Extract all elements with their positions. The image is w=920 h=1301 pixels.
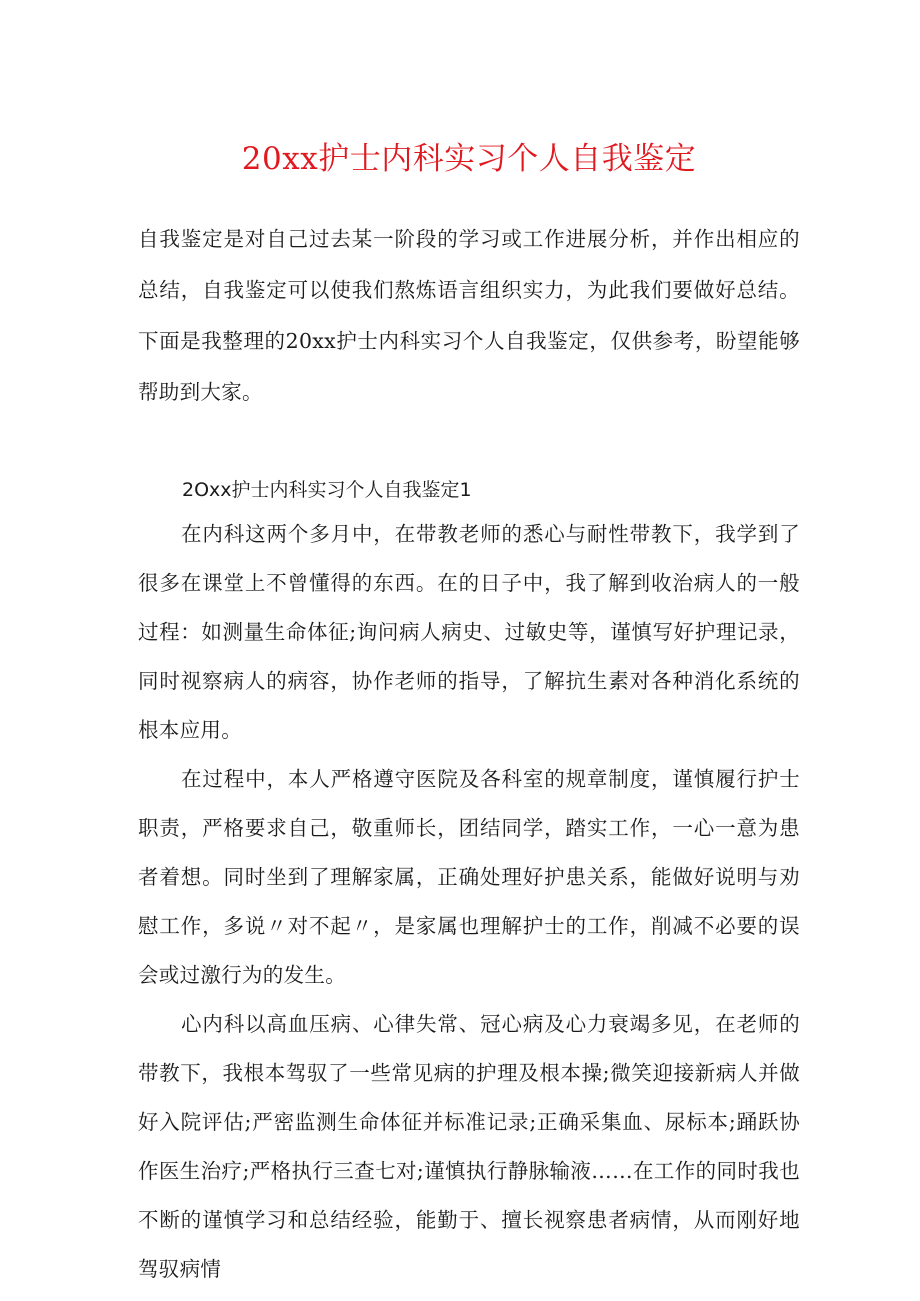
body-paragraph-1: 在内科这两个多月中，在带教老师的悉心与耐性带教下，我学到了很多在课堂上不曾懂得的东西。在的日子中，我了解到收治病人的一般过程：如测量生命体征;询问病人病史、过敏史等，谨慎写好护理记录，同时视察病人的病容，协作老师的指导，了解抗生素对各种消化系统的根本应用。 <box>138 522 800 742</box>
body-paragraph-3: 心内科以高血压病、心律失常、冠心病及心力衰竭多见，在老师的带教下，我根本驾驭了一些常见病的护理及根本操;微笑迎接新病人并做好入院评估;严密监测生命体征并标准记录;正确采集血、尿标本;踊跃协作医生治疗;严格执行三查七对;谨慎执行静脉输液……在工作的同时我也不断的谨慎学习和总结经验，能勤于、擅长视察患者病情，从而刚好地驾驭病情 <box>138 1012 800 1281</box>
document-title: 20xx护士内科实习个人自我鉴定 <box>241 141 697 177</box>
intro-paragraph: 自我鉴定是对自己过去某一阶段的学习或工作进展分析，并作出相应的总结，自我鉴定可以使我们熬炼语言组织实力，为此我们要做好总结。下面是我整理的20xx护士内科实习个人自我鉴定，仅供参考，盼望能够帮助到大家。 <box>138 227 800 404</box>
section-heading: 2Oxx护士内科实习个人自我鉴定1 <box>182 479 472 501</box>
body-paragraph-2: 在过程中，本人严格遵守医院及各科室的规章制度，谨慎履行护士职责，严格要求自己，敬重师长，团结同学，踏实工作，一心一意为患者着想。同时坐到了理解家属，正确处理好护患关系，能做好说明与劝慰工作，多说〃对不起〃，是家属也理解护士的工作，削减不必要的误会或过激行为的发生。 <box>138 767 800 987</box>
